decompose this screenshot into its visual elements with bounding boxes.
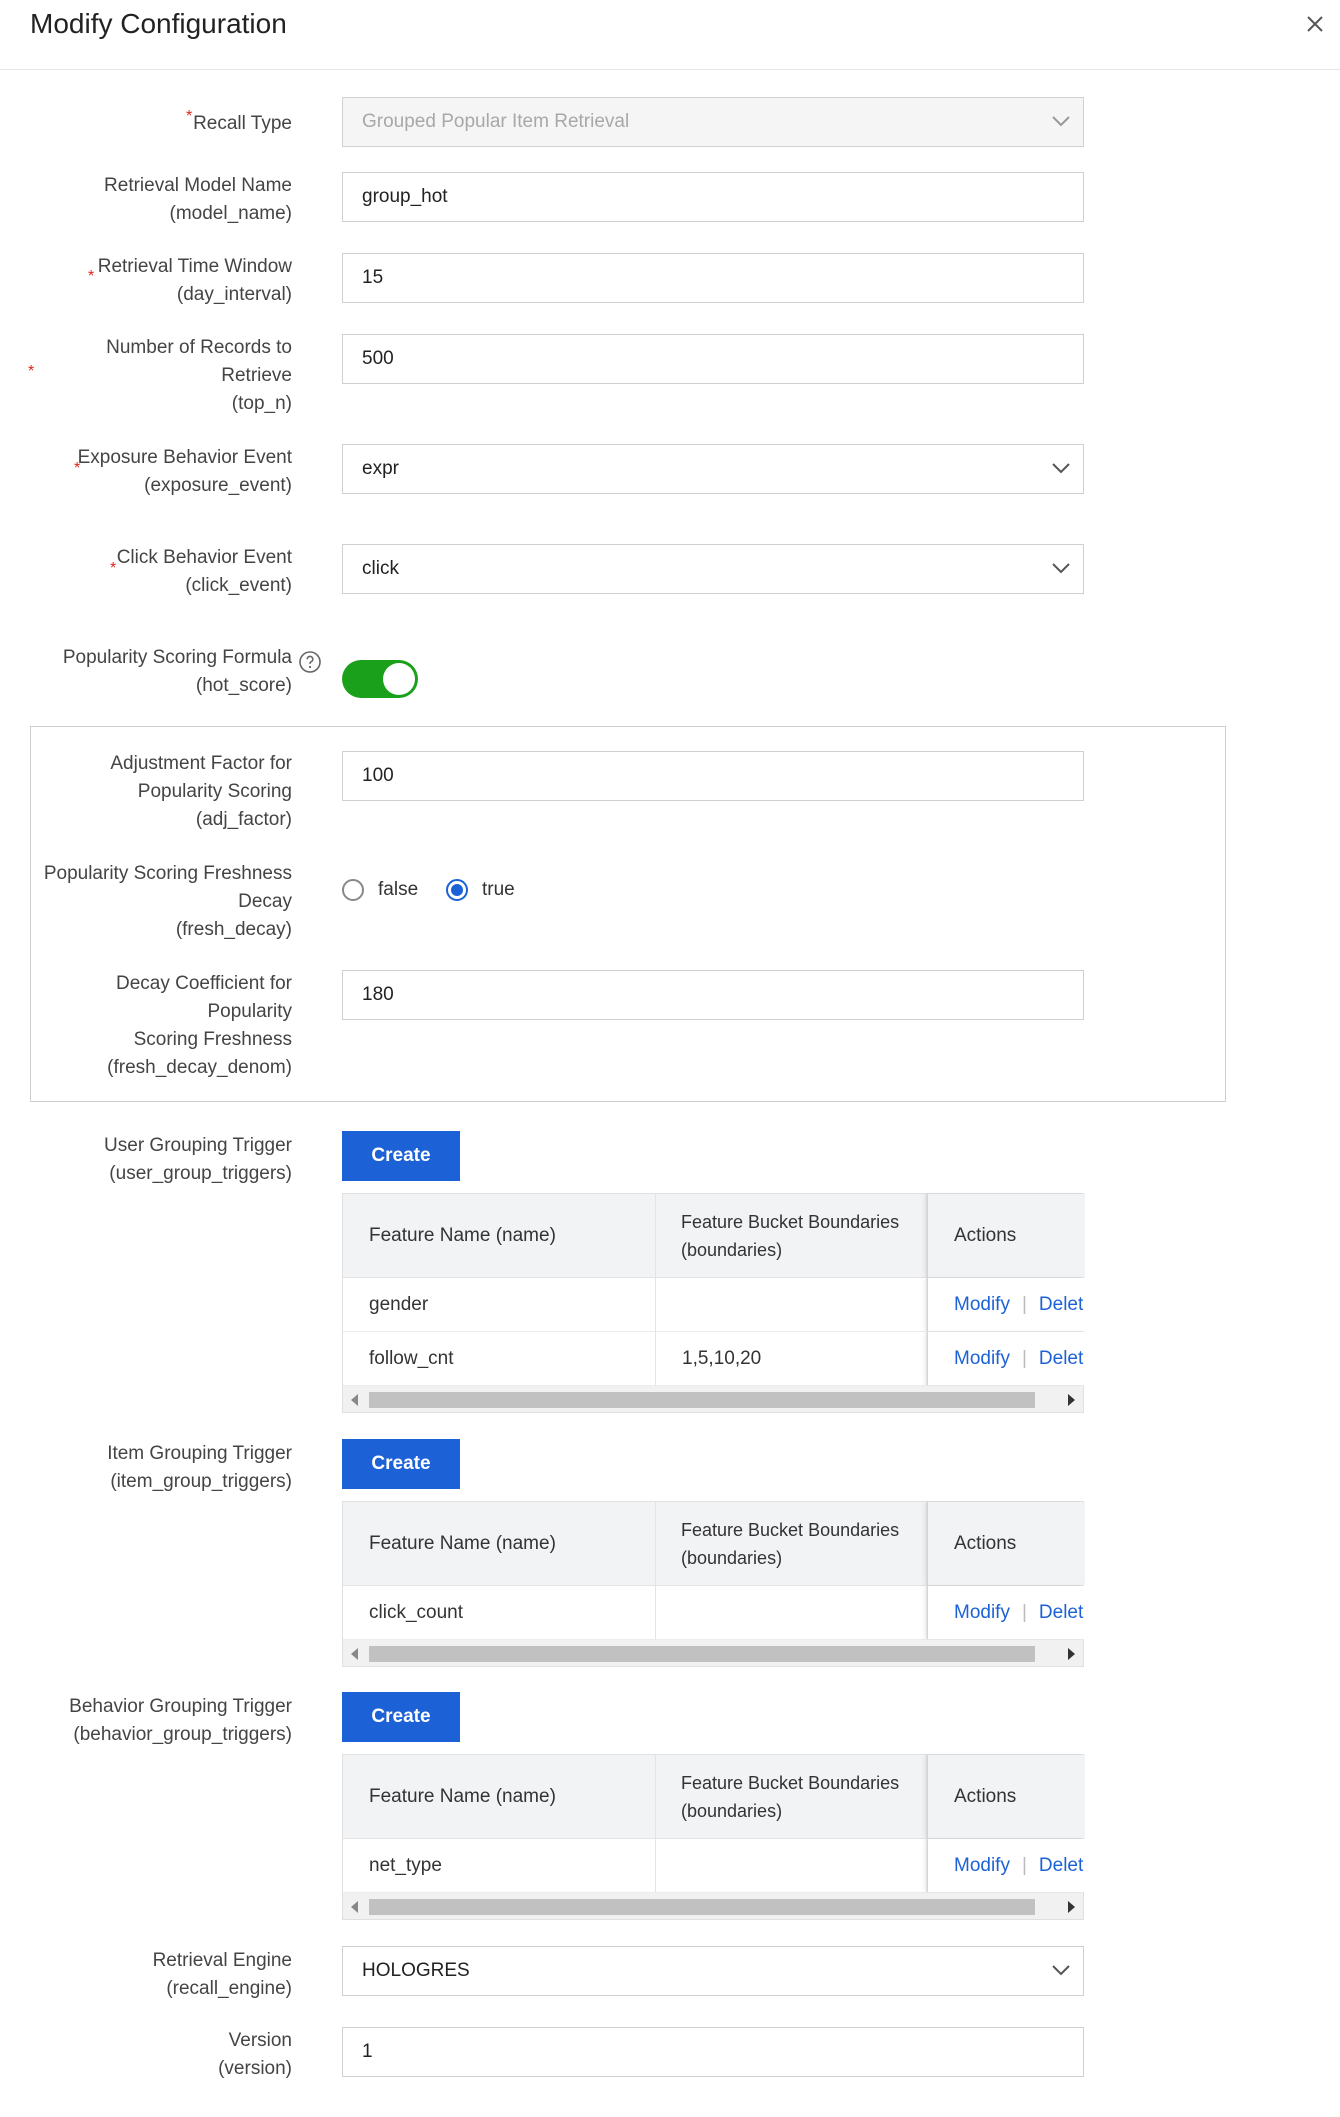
item-group-triggers-label-line2: (item_group_triggers) xyxy=(110,1471,292,1492)
fresh-decay-denom-label xyxy=(30,970,292,1082)
scroll-right-arrow-icon[interactable] xyxy=(1068,1901,1075,1913)
exposure-event-label-line2: (exposure_event) xyxy=(144,475,292,496)
header-boundaries-line2: (boundaries) xyxy=(681,1547,783,1568)
radio-label-false: false xyxy=(378,879,419,900)
exposure-event-select[interactable] xyxy=(342,444,1084,494)
scrollbar-thumb[interactable] xyxy=(369,1392,1035,1408)
fresh-decay-label-line3: (fresh_decay) xyxy=(175,919,292,940)
header-boundaries-line1: Feature Bucket Boundaries xyxy=(681,1519,900,1540)
table-header xyxy=(343,1194,1083,1278)
item-group-triggers-label xyxy=(30,1440,292,1496)
action-separator: | xyxy=(1021,1293,1027,1315)
day-interval-label-line2: (day_interval) xyxy=(176,284,292,305)
header-actions: Actions xyxy=(927,1194,1085,1277)
day-interval-value: 15 xyxy=(362,267,384,288)
user-group-triggers-table xyxy=(342,1193,1084,1413)
version-label xyxy=(30,2027,292,2083)
row-boundaries xyxy=(656,1278,927,1331)
row-feature-name: click_count xyxy=(343,1586,656,1639)
required-mark: * xyxy=(28,363,35,380)
header-feature-name: Feature Name (name) xyxy=(343,1194,656,1277)
table-row xyxy=(343,1839,1083,1893)
row-actions xyxy=(927,1839,1085,1892)
row-actions xyxy=(927,1586,1085,1639)
top-n-label-line2: Retrieve xyxy=(221,365,292,386)
scroll-left-arrow-icon[interactable] xyxy=(351,1394,358,1406)
dialog-header xyxy=(0,0,1340,70)
table-row xyxy=(343,1586,1083,1640)
click-event-value: click xyxy=(362,558,399,579)
row-boundaries: 1,5,10,20 xyxy=(656,1332,927,1385)
row-actions xyxy=(927,1278,1085,1331)
delete-link[interactable]: Delet xyxy=(1038,1293,1084,1315)
exposure-event-label-line1: Exposure Behavior Event xyxy=(77,447,292,468)
top-n-label-line1: Number of Records to xyxy=(106,337,292,358)
table-header xyxy=(343,1502,1083,1586)
fresh-decay-denom-label-line3: (fresh_decay_denom) xyxy=(107,1057,292,1078)
radio-circle-selected xyxy=(446,879,468,901)
chevron-down-icon xyxy=(1051,561,1071,575)
model-name-label xyxy=(30,172,292,228)
scroll-left-arrow-icon[interactable] xyxy=(351,1901,358,1913)
dialog-title: Modify Configuration xyxy=(30,8,287,39)
delete-link[interactable]: Delet xyxy=(1038,1854,1084,1876)
recall-type-label xyxy=(30,110,292,138)
top-n-label xyxy=(30,334,292,418)
top-n-value: 500 xyxy=(362,348,394,369)
fresh-decay-label xyxy=(30,860,292,944)
model-name-input[interactable] xyxy=(342,172,1084,222)
row-feature-name: net_type xyxy=(343,1839,656,1892)
behavior-group-triggers-table xyxy=(342,1754,1084,1920)
row-feature-name: gender xyxy=(343,1278,656,1331)
close-icon[interactable] xyxy=(1303,12,1327,36)
user-group-triggers-label xyxy=(30,1132,292,1188)
chevron-down-icon xyxy=(1051,114,1071,128)
fresh-decay-radio-true[interactable] xyxy=(446,876,515,904)
model-name-label-line1: Retrieval Model Name xyxy=(104,175,292,196)
delete-link[interactable]: Delet xyxy=(1038,1601,1084,1623)
version-label-line1: Version xyxy=(228,2030,292,2051)
action-separator: | xyxy=(1021,1854,1027,1876)
click-event-label-line1: Click Behavior Event xyxy=(116,547,292,568)
header-bucket-boundaries xyxy=(656,1194,927,1277)
header-bucket-boundaries xyxy=(656,1755,927,1838)
chevron-down-icon xyxy=(1051,1963,1071,1977)
header-feature-name: Feature Name (name) xyxy=(343,1755,656,1838)
header-actions: Actions xyxy=(927,1502,1085,1585)
horizontal-scrollbar[interactable] xyxy=(343,1640,1083,1666)
modify-link[interactable]: Modify xyxy=(954,1347,1010,1369)
action-separator: | xyxy=(1021,1601,1027,1623)
scroll-left-arrow-icon[interactable] xyxy=(351,1648,358,1660)
table-row xyxy=(343,1332,1083,1386)
create-item-trigger-button[interactable]: Create xyxy=(342,1439,460,1489)
behavior-group-triggers-label-line2: (behavior_group_triggers) xyxy=(73,1724,292,1745)
version-value: 1 xyxy=(362,2041,373,2062)
horizontal-scrollbar[interactable] xyxy=(343,1386,1083,1412)
create-behavior-trigger-button[interactable]: Create xyxy=(342,1692,460,1742)
fresh-decay-denom-input[interactable] xyxy=(342,970,1084,1020)
modify-link[interactable]: Modify xyxy=(954,1293,1010,1315)
row-boundaries xyxy=(656,1839,927,1892)
table-row xyxy=(343,1278,1083,1332)
header-boundaries-line2: (boundaries) xyxy=(681,1800,783,1821)
hot-score-toggle[interactable] xyxy=(342,660,418,698)
adj-factor-label-line2: Popularity Scoring xyxy=(137,781,292,802)
scrollbar-thumb[interactable] xyxy=(369,1899,1035,1915)
user-group-triggers-label-line2: (user_group_triggers) xyxy=(109,1163,292,1184)
header-boundaries-line1: Feature Bucket Boundaries xyxy=(681,1772,900,1793)
hot-score-label xyxy=(30,644,292,700)
delete-link[interactable]: Delet xyxy=(1038,1347,1084,1369)
fresh-decay-denom-label-line1: Decay Coefficient for Popularity xyxy=(115,973,292,1022)
modify-link[interactable]: Modify xyxy=(954,1854,1010,1876)
item-group-triggers-table xyxy=(342,1501,1084,1667)
day-interval-label xyxy=(30,253,292,309)
required-mark: * xyxy=(186,108,193,125)
recall-engine-label xyxy=(30,1947,292,2003)
help-icon[interactable] xyxy=(298,650,322,674)
create-user-trigger-button[interactable]: Create xyxy=(342,1131,460,1181)
radio-circle xyxy=(342,879,364,901)
adj-factor-label xyxy=(30,750,292,834)
behavior-group-triggers-label xyxy=(30,1693,292,1749)
action-separator: | xyxy=(1021,1347,1027,1369)
row-boundaries xyxy=(656,1586,927,1639)
required-mark: * xyxy=(110,560,117,577)
header-actions: Actions xyxy=(927,1755,1085,1838)
recall-engine-label-line2: (recall_engine) xyxy=(166,1978,292,1999)
fresh-decay-label-line1: Popularity Scoring Freshness xyxy=(43,863,292,884)
toggle-knob xyxy=(383,663,415,695)
behavior-group-triggers-label-line1: Behavior Grouping Trigger xyxy=(69,1696,292,1717)
row-feature-name: follow_cnt xyxy=(343,1332,656,1385)
user-group-triggers-label-line1: User Grouping Trigger xyxy=(104,1135,292,1156)
version-input[interactable] xyxy=(342,2027,1084,2077)
scroll-right-arrow-icon[interactable] xyxy=(1068,1394,1075,1406)
fresh-decay-denom-label-line2: Scoring Freshness xyxy=(133,1029,292,1050)
header-boundaries-line2: (boundaries) xyxy=(681,1239,783,1260)
top-n-input[interactable] xyxy=(342,334,1084,384)
click-event-select[interactable] xyxy=(342,544,1084,594)
model-name-label-line2: (model_name) xyxy=(169,203,292,224)
fresh-decay-denom-value: 180 xyxy=(362,984,394,1005)
day-interval-input[interactable] xyxy=(342,253,1084,303)
hot-score-label-line1: Popularity Scoring Formula xyxy=(62,647,292,668)
modify-link[interactable]: Modify xyxy=(954,1601,1010,1623)
exposure-event-label xyxy=(30,444,292,500)
click-event-label-line2: (click_event) xyxy=(185,575,292,596)
version-label-line2: (version) xyxy=(218,2058,292,2079)
recall-type-value: Grouped Popular Item Retrieval xyxy=(362,111,630,132)
radio-label-true: true xyxy=(482,879,515,900)
fresh-decay-radio-false[interactable] xyxy=(342,876,418,904)
recall-engine-value: HOLOGRES xyxy=(362,1960,470,1981)
header-feature-name: Feature Name (name) xyxy=(343,1502,656,1585)
fresh-decay-label-line2: Decay xyxy=(238,891,292,912)
adj-factor-input[interactable] xyxy=(342,751,1084,801)
adj-factor-label-line1: Adjustment Factor for xyxy=(110,753,292,774)
scrollbar-thumb[interactable] xyxy=(369,1646,1035,1662)
recall-engine-select[interactable] xyxy=(342,1946,1084,1996)
day-interval-label-line1: Retrieval Time Window xyxy=(97,256,292,277)
recall-type-label-text: Recall Type xyxy=(193,113,292,134)
top-n-label-line3: (top_n) xyxy=(231,393,292,414)
row-actions xyxy=(927,1332,1085,1385)
item-group-triggers-label-line1: Item Grouping Trigger xyxy=(107,1443,292,1464)
adj-factor-label-line3: (adj_factor) xyxy=(195,809,292,830)
header-boundaries-line1: Feature Bucket Boundaries xyxy=(681,1211,900,1232)
header-bucket-boundaries xyxy=(656,1502,927,1585)
horizontal-scrollbar[interactable] xyxy=(343,1893,1083,1919)
hot-score-label-line2: (hot_score) xyxy=(195,675,292,696)
required-mark: * xyxy=(74,460,81,477)
scroll-right-arrow-icon[interactable] xyxy=(1068,1648,1075,1660)
adj-factor-value: 100 xyxy=(362,765,394,786)
chevron-down-icon xyxy=(1051,461,1071,475)
click-event-label xyxy=(30,544,292,600)
recall-type-select xyxy=(342,97,1084,147)
recall-engine-label-line1: Retrieval Engine xyxy=(152,1950,292,1971)
model-name-value: group_hot xyxy=(362,186,448,207)
required-mark: * xyxy=(88,268,95,285)
table-header xyxy=(343,1755,1083,1839)
exposure-event-value: expr xyxy=(362,458,399,479)
